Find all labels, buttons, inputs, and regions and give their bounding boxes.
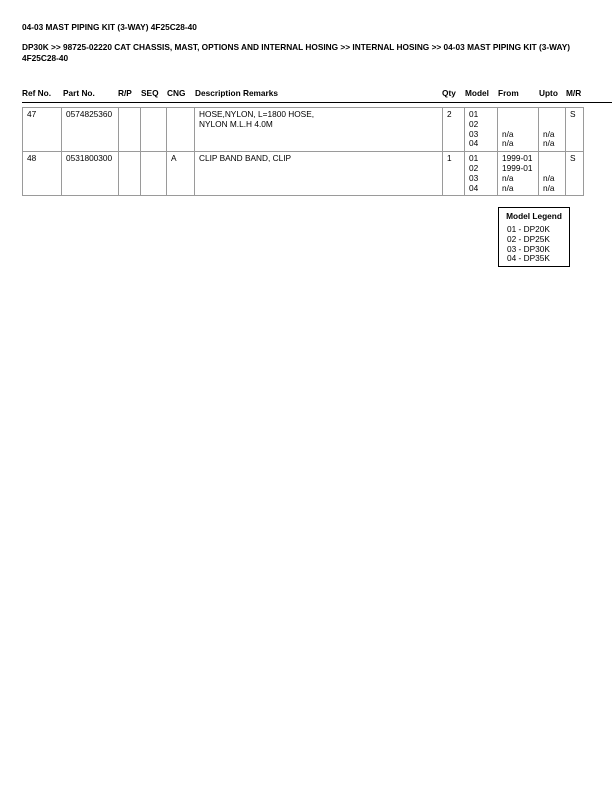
description-cell — [195, 108, 443, 152]
table-row — [23, 152, 584, 196]
model-cell-line: 03 — [469, 172, 479, 183]
description-cell-line: HOSE,NYLON, L=1800 HOSE, — [199, 109, 315, 119]
model-cell — [465, 152, 498, 196]
model-cell-line: 03 — [469, 128, 479, 139]
model-cell-line: 02 — [469, 118, 479, 129]
header-model: Model — [465, 88, 489, 98]
header-rp: R/P — [118, 88, 132, 98]
header-cng: CNG — [167, 88, 186, 98]
header-qty: Qty — [442, 88, 456, 98]
cng-cell — [167, 108, 195, 152]
from-cell — [498, 152, 539, 196]
upto-cell-line: n/a — [543, 172, 555, 183]
from-cell-line — [502, 110, 535, 120]
legend-item: 04 - DP35K — [507, 253, 550, 264]
from-cell-line: n/a — [502, 172, 514, 183]
rp-cell — [119, 152, 141, 196]
upto-cell-line: n/a — [543, 138, 555, 149]
model-cell-line: 01 — [469, 109, 479, 119]
upto-cell-line: n/a — [543, 182, 555, 193]
seq-cell — [141, 108, 167, 152]
mr-cell: S — [566, 108, 584, 152]
header-description: Description Remarks — [195, 88, 279, 98]
from-cell-line: 1999-01 — [502, 153, 533, 164]
ref-no-cell: 48 — [23, 152, 62, 196]
from-cell-line: n/a — [502, 138, 514, 149]
legend-item: 03 - DP30K — [507, 243, 550, 254]
upto-cell — [539, 152, 566, 196]
breadcrumb: DP30K >> 98725-02220 CAT CHASSIS, MAST, OPTIONS AND INTERNAL HOSING >> INTERNAL HOSING >> 04-03 MAST PIPING KIT (3-WAY) 4F25C28-40 — [22, 42, 571, 63]
mr-cell: S — [566, 152, 584, 196]
model-legend-title: Model Legend — [506, 211, 562, 221]
parts-table — [22, 107, 584, 196]
header-seq: SEQ — [141, 88, 159, 98]
qty-cell: 2 — [443, 108, 465, 152]
from-cell-line: n/a — [502, 128, 514, 139]
part-no-cell: 0574825360 — [62, 108, 119, 152]
header-upto: Upto — [539, 88, 558, 98]
from-cell-line: 1999-01 — [502, 162, 533, 173]
description-cell-line: CLIP BAND BAND, CLIP — [199, 153, 292, 164]
header-divider — [22, 102, 612, 103]
model-cell — [465, 108, 498, 152]
model-cell-line: 02 — [469, 162, 479, 173]
upto-cell-line — [543, 110, 562, 120]
header-mr: M/R — [566, 88, 582, 98]
table-row — [23, 108, 584, 152]
from-cell-line: n/a — [502, 182, 514, 193]
part-no-cell: 0531800300 — [62, 152, 119, 196]
description-cell — [195, 152, 443, 196]
header-part-no: Part No. — [63, 88, 95, 98]
qty-cell: 1 — [443, 152, 465, 196]
from-cell — [498, 108, 539, 152]
description-cell-line: NYLON M.L.H 4.0M — [199, 118, 273, 129]
cng-cell: A — [167, 152, 195, 196]
legend-item: 01 - DP20K — [507, 224, 550, 234]
rp-cell — [119, 108, 141, 152]
upto-cell-line — [543, 154, 562, 164]
model-cell-line: 04 — [469, 138, 479, 149]
ref-no-cell: 47 — [23, 108, 62, 152]
model-cell-line: 04 — [469, 182, 479, 193]
header-ref-no: Ref No. — [22, 88, 52, 98]
legend-item: 02 - DP25K — [507, 233, 550, 244]
seq-cell — [141, 152, 167, 196]
header-from: From — [498, 88, 519, 98]
upto-cell — [539, 108, 566, 152]
model-cell-line: 01 — [469, 153, 479, 164]
page-title: 04-03 MAST PIPING KIT (3-WAY) 4F25C28-40 — [22, 22, 197, 32]
model-legend — [498, 207, 570, 267]
upto-cell-line: n/a — [543, 128, 555, 139]
